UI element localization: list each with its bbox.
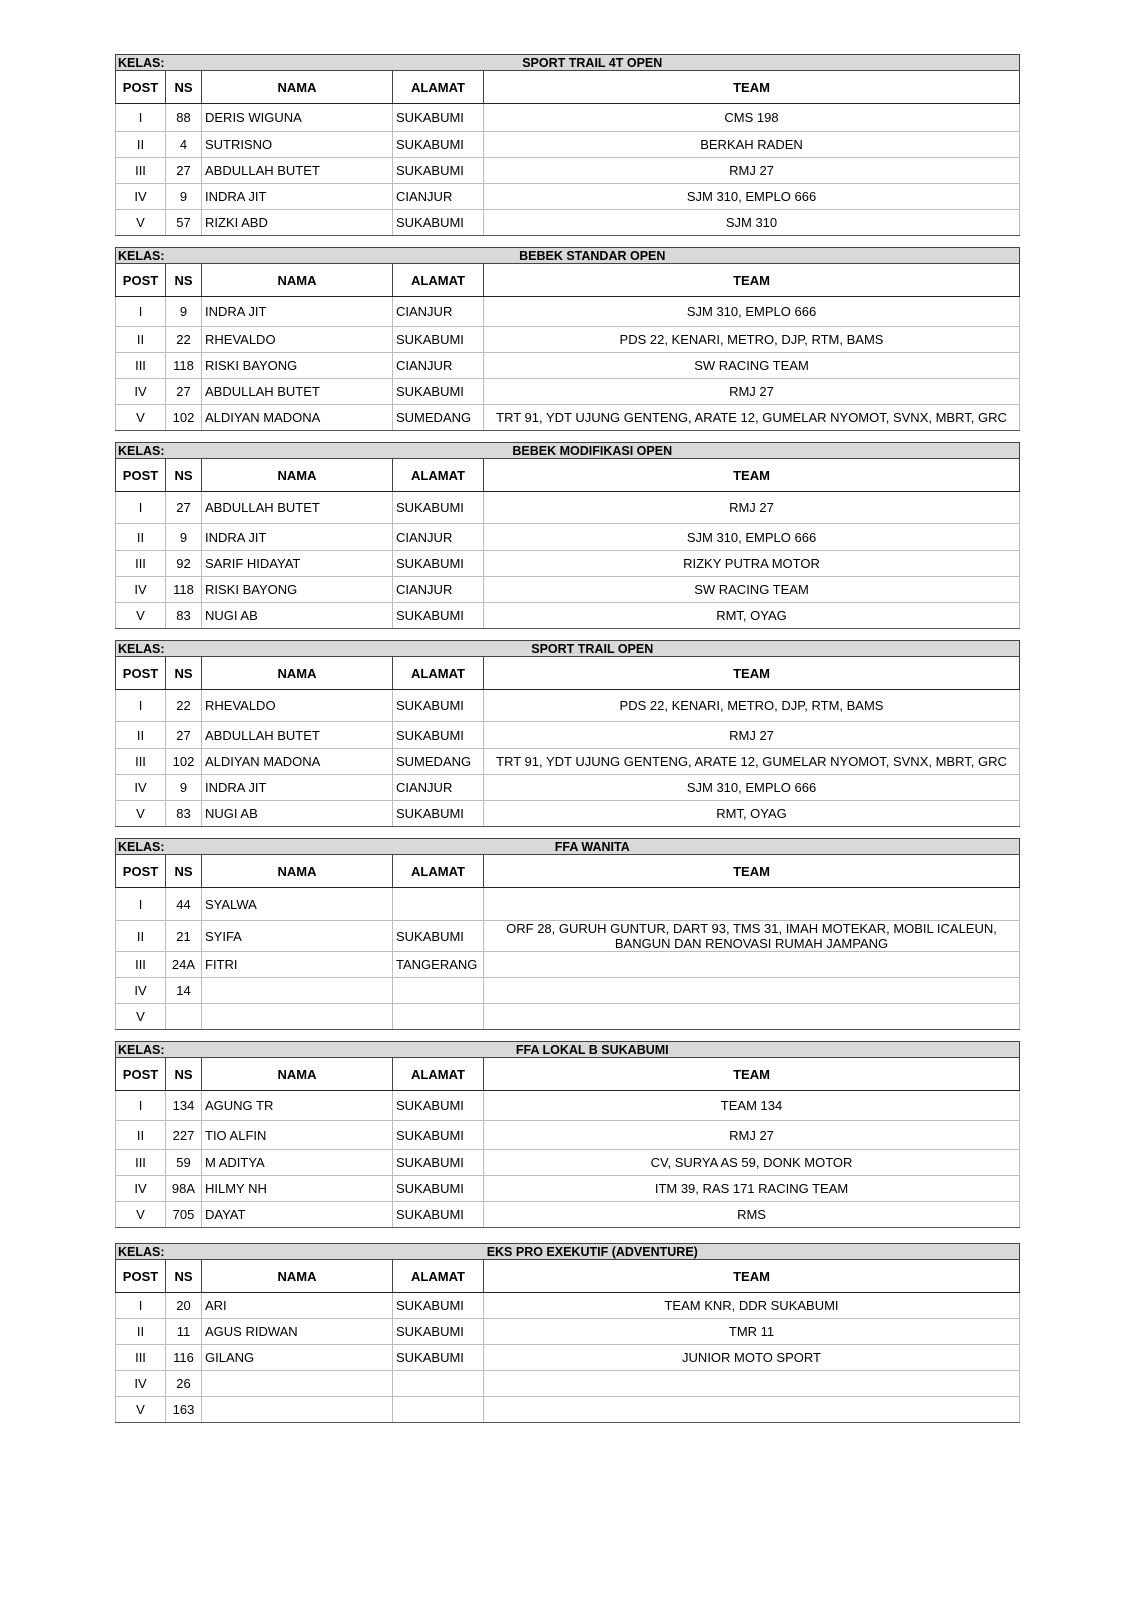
post-cell: I (116, 690, 166, 722)
post-cell: I (116, 104, 166, 132)
alamat-cell: SUKABUMI (393, 210, 484, 236)
ns-cell: 57 (166, 210, 202, 236)
ns-cell: 705 (166, 1202, 202, 1228)
kelas-label: KELAS: (116, 1244, 166, 1260)
alamat-header: ALAMAT (393, 855, 484, 888)
team-cell: CV, SURYA AS 59, DONK MOTOR (484, 1150, 1020, 1176)
ns-cell: 83 (166, 801, 202, 827)
team-cell (484, 888, 1020, 921)
post-cell: II (116, 1319, 166, 1345)
table-row (116, 1121, 1020, 1150)
kelas-header-row (116, 443, 1020, 459)
alamat-cell: SUKABUMI (393, 1121, 484, 1150)
table-row (116, 353, 1020, 379)
alamat-cell: SUKABUMI (393, 1319, 484, 1345)
kelas-label: KELAS: (116, 1042, 166, 1058)
nama-header: NAMA (202, 459, 393, 492)
nama-cell: NUGI AB (202, 801, 393, 827)
table-row (116, 888, 1020, 921)
post-cell: IV (116, 1176, 166, 1202)
nama-cell: HILMY NH (202, 1176, 393, 1202)
team-cell: SJM 310, EMPLO 666 (484, 524, 1020, 551)
ns-cell: 27 (166, 722, 202, 749)
table-row (116, 1091, 1020, 1121)
team-cell: SJM 310 (484, 210, 1020, 236)
alamat-cell: SUKABUMI (393, 379, 484, 405)
nama-cell (202, 1004, 393, 1030)
nama-header: NAMA (202, 1260, 393, 1293)
ns-header: NS (166, 71, 202, 104)
post-cell: II (116, 327, 166, 353)
table-row (116, 405, 1020, 431)
ns-cell: 163 (166, 1397, 202, 1423)
alamat-cell (393, 1371, 484, 1397)
team-cell: RMT, OYAG (484, 801, 1020, 827)
nama-cell: DERIS WIGUNA (202, 104, 393, 132)
kelas-title: BEBEK MODIFIKASI OPEN (166, 443, 1020, 459)
ns-cell: 9 (166, 775, 202, 801)
post-cell: IV (116, 775, 166, 801)
team-cell (484, 1397, 1020, 1423)
alamat-cell: SUKABUMI (393, 1345, 484, 1371)
ns-cell: 116 (166, 1345, 202, 1371)
table-row (116, 749, 1020, 775)
alamat-cell: SUKABUMI (393, 104, 484, 132)
team-cell: ORF 28, GURUH GUNTUR, DART 93, TMS 31, IMAH MOTEKAR, MOBIL ICALEUN, BANGUN DAN RENOVASI RUMAH JAMPANG (484, 921, 1020, 952)
ns-cell: 9 (166, 184, 202, 210)
kelas-table (115, 1243, 1020, 1423)
ns-cell: 59 (166, 1150, 202, 1176)
ns-header: NS (166, 657, 202, 690)
kelas-table (115, 54, 1020, 236)
nama-cell: INDRA JIT (202, 297, 393, 327)
alamat-header: ALAMAT (393, 71, 484, 104)
ns-cell: 9 (166, 297, 202, 327)
kelas-label-text: KELAS (118, 1042, 161, 1057)
nama-header: NAMA (202, 1058, 393, 1091)
column-header-row (116, 459, 1020, 492)
kelas-label-text: KELAS (118, 443, 161, 458)
kelas-block (115, 838, 1019, 1030)
table-row (116, 132, 1020, 158)
nama-cell (202, 978, 393, 1004)
nama-header: NAMA (202, 855, 393, 888)
alamat-cell: SUKABUMI (393, 158, 484, 184)
post-header: POST (116, 855, 166, 888)
alamat-header: ALAMAT (393, 1260, 484, 1293)
nama-cell: M ADITYA (202, 1150, 393, 1176)
kelas-block (115, 442, 1019, 629)
kelas-title: FFA WANITA (166, 839, 1020, 855)
alamat-cell: SUKABUMI (393, 1293, 484, 1319)
nama-cell: INDRA JIT (202, 775, 393, 801)
alamat-cell: SUKABUMI (393, 1091, 484, 1121)
nama-cell: AGUNG TR (202, 1091, 393, 1121)
team-header: TEAM (484, 1260, 1020, 1293)
ns-cell: 26 (166, 1371, 202, 1397)
team-cell (484, 978, 1020, 1004)
alamat-cell (393, 1397, 484, 1423)
alamat-cell: SUKABUMI (393, 551, 484, 577)
nama-cell: TIO ALFIN (202, 1121, 393, 1150)
ns-cell: 22 (166, 690, 202, 722)
nama-cell: SARIF HIDAYAT (202, 551, 393, 577)
nama-cell: GILANG (202, 1345, 393, 1371)
kelas-label: KELAS: (116, 839, 166, 855)
table-row (116, 210, 1020, 236)
post-cell: V (116, 405, 166, 431)
kelas-header-row (116, 1042, 1020, 1058)
team-header: TEAM (484, 264, 1020, 297)
ns-cell: 27 (166, 492, 202, 524)
team-cell: TRT 91, YDT UJUNG GENTENG, ARATE 12, GUMELAR NYOMOT, SVNX, MBRT, GRC (484, 749, 1020, 775)
table-row (116, 722, 1020, 749)
table-row (116, 801, 1020, 827)
ns-cell: 14 (166, 978, 202, 1004)
alamat-cell: SUKABUMI (393, 801, 484, 827)
post-cell: III (116, 1345, 166, 1371)
post-cell: II (116, 524, 166, 551)
team-cell: SJM 310, EMPLO 666 (484, 297, 1020, 327)
ns-cell: 134 (166, 1091, 202, 1121)
team-cell: ITM 39, RAS 171 RACING TEAM (484, 1176, 1020, 1202)
ns-header: NS (166, 264, 202, 297)
ns-cell: 83 (166, 603, 202, 629)
table-row (116, 184, 1020, 210)
nama-cell: ABDULLAH BUTET (202, 492, 393, 524)
column-header-row (116, 855, 1020, 888)
ns-cell: 22 (166, 327, 202, 353)
alamat-cell: SUKABUMI (393, 492, 484, 524)
nama-cell: RIZKI ABD (202, 210, 393, 236)
post-cell: V (116, 210, 166, 236)
ns-cell: 27 (166, 379, 202, 405)
kelas-label: KELAS: (116, 443, 166, 459)
team-header: TEAM (484, 1058, 1020, 1091)
post-cell: I (116, 492, 166, 524)
alamat-cell: CIANJUR (393, 775, 484, 801)
ns-cell: 21 (166, 921, 202, 952)
ns-cell: 4 (166, 132, 202, 158)
alamat-cell: SUKABUMI (393, 690, 484, 722)
table-row (116, 1293, 1020, 1319)
table-row (116, 327, 1020, 353)
team-cell: CMS 198 (484, 104, 1020, 132)
team-cell: TEAM 134 (484, 1091, 1020, 1121)
alamat-cell: SUMEDANG (393, 749, 484, 775)
ns-cell: 24A (166, 952, 202, 978)
ns-cell: 92 (166, 551, 202, 577)
column-header-row (116, 657, 1020, 690)
alamat-header: ALAMAT (393, 459, 484, 492)
team-cell: SJM 310, EMPLO 666 (484, 775, 1020, 801)
post-cell: IV (116, 379, 166, 405)
team-cell: RMJ 27 (484, 379, 1020, 405)
post-cell: III (116, 158, 166, 184)
table-row (116, 921, 1020, 952)
nama-cell: ABDULLAH BUTET (202, 379, 393, 405)
kelas-table (115, 838, 1020, 1030)
alamat-cell: CIANJUR (393, 577, 484, 603)
alamat-header: ALAMAT (393, 264, 484, 297)
table-row (116, 104, 1020, 132)
column-header-row (116, 264, 1020, 297)
team-cell: JUNIOR MOTO SPORT (484, 1345, 1020, 1371)
post-cell: II (116, 132, 166, 158)
results-page (115, 54, 1019, 1423)
team-cell: TRT 91, YDT UJUNG GENTENG, ARATE 12, GUMELAR NYOMOT, SVNX, MBRT, GRC (484, 405, 1020, 431)
ns-cell: 88 (166, 104, 202, 132)
post-cell: III (116, 749, 166, 775)
table-row (116, 551, 1020, 577)
nama-cell: RHEVALDO (202, 327, 393, 353)
table-row (116, 952, 1020, 978)
column-header-row (116, 71, 1020, 104)
ns-cell: 44 (166, 888, 202, 921)
nama-cell: DAYAT (202, 1202, 393, 1228)
alamat-cell: SUKABUMI (393, 1176, 484, 1202)
kelas-table (115, 247, 1020, 431)
nama-header: NAMA (202, 264, 393, 297)
post-cell: V (116, 1004, 166, 1030)
kelas-title: BEBEK STANDAR OPEN (166, 248, 1020, 264)
ns-header: NS (166, 459, 202, 492)
table-row (116, 524, 1020, 551)
kelas-table (115, 1041, 1020, 1228)
nama-cell: NUGI AB (202, 603, 393, 629)
kelas-table (115, 442, 1020, 629)
kelas-label-text: KELAS (118, 839, 161, 854)
alamat-cell: SUKABUMI (393, 327, 484, 353)
column-header-row (116, 1260, 1020, 1293)
kelas-block (115, 247, 1019, 431)
nama-cell (202, 1371, 393, 1397)
ns-cell: 102 (166, 405, 202, 431)
alamat-cell: SUKABUMI (393, 132, 484, 158)
post-cell: II (116, 722, 166, 749)
table-row (116, 158, 1020, 184)
alamat-header: ALAMAT (393, 1058, 484, 1091)
table-row (116, 1371, 1020, 1397)
ns-cell: 9 (166, 524, 202, 551)
nama-cell (202, 1397, 393, 1423)
team-cell: RMJ 27 (484, 1121, 1020, 1150)
nama-cell: ALDIYAN MADONA (202, 749, 393, 775)
post-header: POST (116, 264, 166, 297)
kelas-header-row (116, 55, 1020, 71)
team-cell: SW RACING TEAM (484, 577, 1020, 603)
kelas-block (115, 1041, 1019, 1228)
table-row (116, 492, 1020, 524)
ns-header: NS (166, 855, 202, 888)
ns-cell: 118 (166, 577, 202, 603)
table-row (116, 1397, 1020, 1423)
ns-cell (166, 1004, 202, 1030)
team-header: TEAM (484, 855, 1020, 888)
kelas-title: EKS PRO EXEKUTIF (ADVENTURE) (166, 1244, 1020, 1260)
team-header: TEAM (484, 657, 1020, 690)
table-row (116, 1319, 1020, 1345)
table-row (116, 1004, 1020, 1030)
alamat-cell: SUKABUMI (393, 603, 484, 629)
post-header: POST (116, 1260, 166, 1293)
nama-header: NAMA (202, 71, 393, 104)
post-cell: IV (116, 1371, 166, 1397)
post-cell: V (116, 603, 166, 629)
kelas-header-row (116, 248, 1020, 264)
post-cell: III (116, 1150, 166, 1176)
nama-cell: ABDULLAH BUTET (202, 722, 393, 749)
team-cell: PDS 22, KENARI, METRO, DJP, RTM, BAMS (484, 690, 1020, 722)
post-cell: V (116, 1397, 166, 1423)
kelas-label: KELAS: (116, 55, 166, 71)
ns-header: NS (166, 1260, 202, 1293)
post-header: POST (116, 657, 166, 690)
kelas-title: SPORT TRAIL 4T OPEN (166, 55, 1020, 71)
alamat-cell: SUKABUMI (393, 921, 484, 952)
post-cell: V (116, 1202, 166, 1228)
post-cell: III (116, 353, 166, 379)
alamat-cell: SUKABUMI (393, 722, 484, 749)
team-cell (484, 952, 1020, 978)
kelas-label: KELAS: (116, 248, 166, 264)
kelas-label: KELAS: (116, 641, 166, 657)
ns-cell: 102 (166, 749, 202, 775)
team-cell: TMR 11 (484, 1319, 1020, 1345)
alamat-cell: CIANJUR (393, 184, 484, 210)
ns-header: NS (166, 1058, 202, 1091)
post-cell: II (116, 1121, 166, 1150)
kelas-block (115, 54, 1019, 236)
alamat-cell (393, 978, 484, 1004)
team-cell: RMJ 27 (484, 722, 1020, 749)
table-row (116, 297, 1020, 327)
table-row (116, 690, 1020, 722)
team-cell: RIZKY PUTRA MOTOR (484, 551, 1020, 577)
post-header: POST (116, 1058, 166, 1091)
kelas-label-text: KELAS (118, 641, 161, 656)
kelas-label-text: KELAS (118, 55, 161, 70)
kelas-block (115, 1243, 1019, 1423)
nama-cell: INDRA JIT (202, 184, 393, 210)
nama-cell: SYIFA (202, 921, 393, 952)
nama-cell: INDRA JIT (202, 524, 393, 551)
team-cell: RMT, OYAG (484, 603, 1020, 629)
ns-cell: 98A (166, 1176, 202, 1202)
table-row (116, 577, 1020, 603)
alamat-cell: CIANJUR (393, 297, 484, 327)
post-cell: I (116, 1293, 166, 1319)
nama-cell: RISKI BAYONG (202, 577, 393, 603)
team-header: TEAM (484, 71, 1020, 104)
table-row (116, 1345, 1020, 1371)
post-cell: IV (116, 577, 166, 603)
table-row (116, 379, 1020, 405)
ns-cell: 27 (166, 158, 202, 184)
table-row (116, 1176, 1020, 1202)
table-row (116, 1202, 1020, 1228)
alamat-cell: SUMEDANG (393, 405, 484, 431)
ns-cell: 118 (166, 353, 202, 379)
kelas-table (115, 640, 1020, 827)
nama-header: NAMA (202, 657, 393, 690)
kelas-header-row (116, 641, 1020, 657)
post-cell: III (116, 952, 166, 978)
nama-cell: FITRI (202, 952, 393, 978)
nama-cell: SUTRISNO (202, 132, 393, 158)
team-cell: TEAM KNR, DDR SUKABUMI (484, 1293, 1020, 1319)
team-cell: RMJ 27 (484, 492, 1020, 524)
ns-cell: 227 (166, 1121, 202, 1150)
nama-cell: RHEVALDO (202, 690, 393, 722)
alamat-cell (393, 1004, 484, 1030)
post-cell: II (116, 921, 166, 952)
nama-cell: ARI (202, 1293, 393, 1319)
post-header: POST (116, 459, 166, 492)
kelas-title: SPORT TRAIL OPEN (166, 641, 1020, 657)
kelas-label-text: KELAS (118, 1244, 161, 1259)
team-cell: RMJ 27 (484, 158, 1020, 184)
alamat-cell: CIANJUR (393, 353, 484, 379)
kelas-block (115, 640, 1019, 827)
kelas-header-row (116, 839, 1020, 855)
post-cell: I (116, 1091, 166, 1121)
team-cell: SW RACING TEAM (484, 353, 1020, 379)
team-cell (484, 1371, 1020, 1397)
nama-cell: ALDIYAN MADONA (202, 405, 393, 431)
team-cell (484, 1004, 1020, 1030)
team-cell: SJM 310, EMPLO 666 (484, 184, 1020, 210)
post-cell: V (116, 801, 166, 827)
nama-cell: AGUS RIDWAN (202, 1319, 393, 1345)
alamat-cell: TANGERANG (393, 952, 484, 978)
team-cell: BERKAH RADEN (484, 132, 1020, 158)
alamat-cell: SUKABUMI (393, 1150, 484, 1176)
kelas-title: FFA LOKAL B SUKABUMI (166, 1042, 1020, 1058)
post-cell: I (116, 297, 166, 327)
team-cell: RMS (484, 1202, 1020, 1228)
table-row (116, 775, 1020, 801)
kelas-label-text: KELAS (118, 248, 161, 263)
post-header: POST (116, 71, 166, 104)
post-cell: IV (116, 184, 166, 210)
column-header-row (116, 1058, 1020, 1091)
kelas-header-row (116, 1244, 1020, 1260)
ns-cell: 20 (166, 1293, 202, 1319)
post-cell: IV (116, 978, 166, 1004)
ns-cell: 11 (166, 1319, 202, 1345)
team-cell: PDS 22, KENARI, METRO, DJP, RTM, BAMS (484, 327, 1020, 353)
alamat-cell: CIANJUR (393, 524, 484, 551)
table-row (116, 603, 1020, 629)
nama-cell: RISKI BAYONG (202, 353, 393, 379)
team-header: TEAM (484, 459, 1020, 492)
alamat-header: ALAMAT (393, 657, 484, 690)
post-cell: I (116, 888, 166, 921)
nama-cell: ABDULLAH BUTET (202, 158, 393, 184)
alamat-cell: SUKABUMI (393, 1202, 484, 1228)
table-row (116, 1150, 1020, 1176)
post-cell: III (116, 551, 166, 577)
alamat-cell (393, 888, 484, 921)
table-row (116, 978, 1020, 1004)
nama-cell: SYALWA (202, 888, 393, 921)
